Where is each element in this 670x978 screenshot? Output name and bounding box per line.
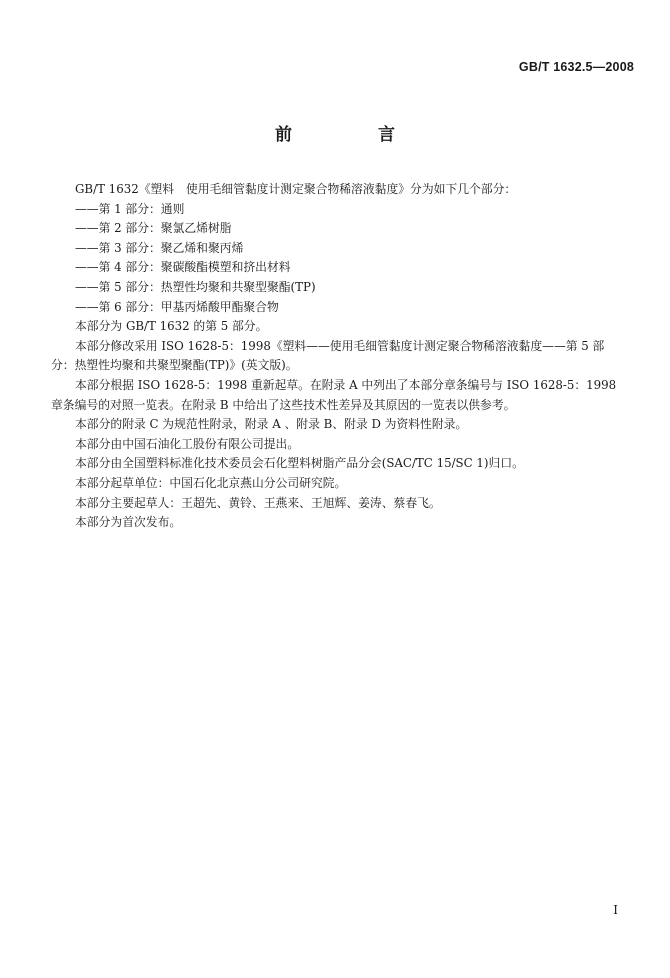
standard-code: GB/T 1632.5—2008 <box>518 60 634 74</box>
page-title: 前 言 <box>275 125 435 145</box>
intro-paragraph: GB/T 1632《塑料 使用毛细管黏度计测定聚合物稀溶液黏度》分为如下几个部分： <box>75 182 517 196</box>
paragraph-iso-adoption-line1: 本部分修改采用 ISO 1628-5：1998《塑料——使用毛细管黏度计测定聚合物稀溶液黏度——第 5 部 <box>75 338 605 353</box>
part-item-5: ——第 5 部分：热塑性均聚和共聚型聚酯(TP) <box>75 279 316 294</box>
part-item-2: ——第 2 部分：聚氯乙烯树脂 <box>75 221 232 236</box>
page-number: I <box>613 903 618 917</box>
paragraph-committee: 本部分由全国塑料标准化技术委员会石化塑料树脂产品分会(SAC/TC 15/SC 1)归口。 <box>75 456 524 471</box>
part-item-4: ——第 4 部分：聚碳酸酯模塑和挤出材料 <box>75 260 291 275</box>
paragraph-redrafted-line2: 章条编号的对照一览表。在附录 B 中给出了这些技术性差异及其原因的一览表以供参考。 <box>51 397 516 412</box>
paragraph-redrafted-line1: 本部分根据 ISO 1628-5：1998 重新起草。在附录 A 中列出了本部分章条编号与 ISO 1628-5：1998 <box>75 377 617 392</box>
paragraph-drafting-unit: 本部分起草单位：中国石化北京燕山分公司研究院。 <box>75 475 347 490</box>
paragraph-first-edition: 本部分为首次发布。 <box>75 515 182 530</box>
foreword-body <box>51 180 630 533</box>
paragraph-annexes: 本部分的附录 C 为规范性附录，附录 A 、附录 B、附录 D 为资料性附录。 <box>75 417 468 432</box>
paragraph-iso-adoption-line2: 分：热塑性均聚和共聚型聚酯(TP)》(英文版)。 <box>51 358 298 373</box>
part-item-3: ——第 3 部分：聚乙烯和聚丙烯 <box>75 240 244 255</box>
part-item-1: ——第 1 部分：通则 <box>75 201 185 216</box>
paragraph-part-number: 本部分为 GB/T 1632 的第 5 部分。 <box>75 319 268 334</box>
paragraph-proposer: 本部分由中国石油化工股份有限公司提出。 <box>75 436 300 451</box>
part-item-6: ——第 6 部分：甲基丙烯酸甲酯聚合物 <box>75 299 279 314</box>
paragraph-drafters: 本部分主要起草人：王超先、黄铃、王燕来、王旭辉、姜涛、蔡春飞。 <box>75 495 441 510</box>
